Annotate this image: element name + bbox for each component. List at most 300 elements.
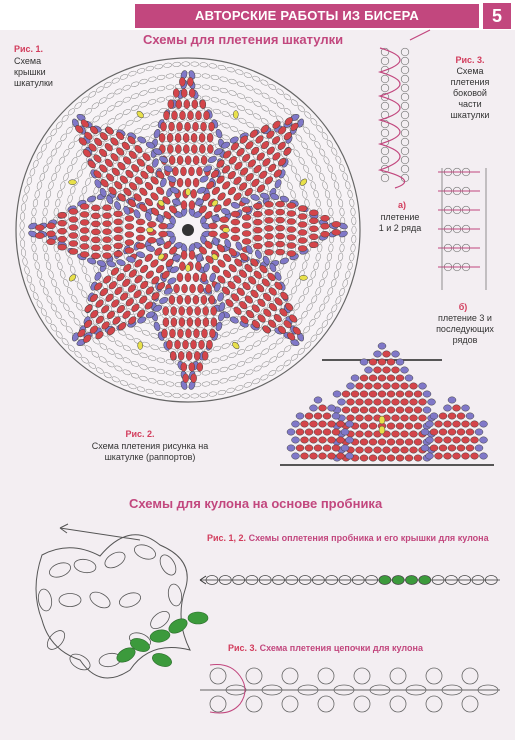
red-bead (378, 391, 386, 397)
violet-bead (423, 407, 431, 413)
red-bead (332, 221, 341, 227)
red-bead (114, 227, 123, 233)
red-bead (265, 241, 274, 247)
red-bead (80, 219, 89, 225)
red-bead (169, 295, 175, 304)
red-bead (167, 133, 173, 142)
red-bead (161, 329, 167, 338)
red-bead (169, 122, 175, 131)
red-bead (396, 375, 404, 381)
red-bead (35, 225, 44, 231)
weave-a-line: 1 и 2 ряда (378, 223, 422, 233)
red-bead (91, 205, 100, 211)
red-bead (356, 383, 364, 389)
violet-bead (421, 429, 429, 435)
red-bead (253, 211, 262, 217)
red-bead (203, 318, 209, 327)
red-bead (253, 235, 262, 241)
red-bead (195, 262, 201, 271)
red-bead (405, 407, 413, 413)
fig2-ref: Рис. 2. (125, 429, 155, 439)
fig2-line: шкатулке (раппортов) (104, 452, 196, 462)
red-bead (195, 318, 201, 327)
red-bead (198, 284, 204, 293)
red-bead (207, 133, 213, 142)
violet-bead (328, 405, 336, 411)
red-bead (365, 415, 373, 421)
red-bead (185, 273, 191, 282)
red-bead (360, 423, 368, 429)
chain-bead (246, 668, 262, 684)
probnik-bead (59, 594, 81, 607)
chain-bead (390, 696, 406, 712)
red-bead (125, 240, 134, 246)
red-bead (193, 178, 199, 187)
red-bead (328, 421, 336, 427)
red-bead (298, 237, 307, 243)
red-bead (201, 295, 207, 304)
red-bead (125, 248, 134, 254)
page-number: 5 (483, 3, 511, 29)
violet-bead (296, 413, 304, 419)
red-bead (298, 213, 307, 219)
red-bead (457, 413, 465, 419)
red-bead (91, 229, 100, 235)
red-bead (387, 455, 395, 461)
green-bead (149, 628, 171, 643)
red-bead (125, 232, 134, 238)
red-bead (177, 329, 183, 338)
violet-bead (374, 351, 382, 357)
red-bead (185, 122, 191, 131)
red-bead (177, 295, 183, 304)
red-bead (392, 383, 400, 389)
red-bead (387, 407, 395, 413)
probnik-bead (167, 583, 184, 607)
red-bead (342, 407, 350, 413)
violet-bead (332, 413, 340, 419)
green-bead (392, 576, 404, 585)
red-bead (199, 133, 205, 142)
red-bead (356, 431, 364, 437)
red-bead (91, 253, 100, 259)
red-bead (365, 383, 373, 389)
fig12-ref: Рис. 1, 2. (207, 533, 247, 543)
red-bead (186, 351, 192, 360)
red-bead (301, 437, 309, 443)
red-bead (179, 262, 185, 271)
red-bead (187, 318, 193, 327)
chain-bead (426, 668, 442, 684)
red-bead (203, 111, 209, 120)
red-bead (191, 145, 197, 154)
violet-bead (426, 453, 434, 459)
chain-bead (282, 668, 298, 684)
weave-a-line: плетение (380, 212, 420, 222)
red-bead (187, 77, 193, 86)
red-bead (175, 340, 181, 349)
red-bead (378, 375, 386, 381)
fig1-ref: Рис. 1. (14, 44, 44, 54)
red-bead (374, 399, 382, 405)
red-bead (321, 223, 330, 229)
violet-bead (287, 445, 295, 451)
side-weave-diagram (380, 30, 486, 290)
side-bead (381, 102, 389, 110)
header-title: АВТОРСКИЕ РАБОТЫ ИЗ БИСЕРА (135, 4, 479, 28)
red-bead (187, 111, 193, 120)
violet-bead (314, 397, 322, 403)
red-bead (170, 351, 176, 360)
violet-bead (466, 413, 474, 419)
red-bead (401, 383, 409, 389)
red-bead (457, 429, 465, 435)
red-bead (231, 211, 240, 217)
red-bead (171, 318, 177, 327)
red-bead (183, 145, 189, 154)
red-bead (298, 205, 307, 211)
violet-bead (480, 453, 488, 459)
violet-bead (347, 383, 355, 389)
violet-bead (396, 359, 404, 365)
section2-title: Схемы для кулона на основе пробника (129, 496, 383, 511)
red-bead (69, 233, 78, 239)
probnik-bead (87, 589, 113, 611)
red-bead (305, 413, 313, 419)
chain-bead (390, 668, 406, 684)
violet-bead (292, 421, 300, 427)
red-bead (444, 421, 452, 427)
chain-bead (282, 696, 298, 712)
red-bead (181, 201, 187, 210)
lid-diagram (16, 58, 360, 402)
violet-bead (346, 437, 354, 443)
red-bead (471, 421, 479, 427)
weave-b-line: рядов (452, 335, 478, 345)
red-bead (191, 374, 197, 383)
red-bead (351, 391, 359, 397)
green-bead (406, 576, 418, 585)
red-bead (310, 421, 318, 427)
red-bead (69, 241, 78, 247)
red-bead (453, 437, 461, 443)
violet-bead (419, 383, 427, 389)
red-bead (374, 367, 382, 373)
red-bead (392, 415, 400, 421)
red-bead (453, 421, 461, 427)
violet-bead (401, 367, 409, 373)
weave-b-line: последующих (436, 324, 494, 334)
red-bead (414, 423, 422, 429)
red-bead (319, 453, 327, 459)
red-bead (462, 421, 470, 427)
red-bead (183, 374, 189, 383)
red-bead (396, 455, 404, 461)
section1-title: Схемы для плетения шкатулки (143, 32, 344, 47)
red-bead (392, 447, 400, 453)
fig1-line: шкатулки (14, 78, 53, 88)
thread-path (380, 48, 405, 188)
red-bead (365, 447, 373, 453)
chain-bead (210, 696, 226, 712)
probnik-bead (44, 627, 68, 652)
side-bead (401, 120, 409, 128)
red-bead (188, 167, 194, 176)
red-bead (80, 203, 89, 209)
chain-bead (246, 696, 262, 712)
side-bead (401, 147, 409, 155)
red-bead (337, 421, 345, 427)
violet-bead (426, 437, 434, 443)
red-bead (444, 453, 452, 459)
yellow-bead (300, 275, 308, 280)
red-bead (287, 251, 296, 257)
fig12-text: Схемы оплетения пробника и его крышки для кулона (248, 533, 489, 543)
red-bead (387, 391, 395, 397)
red-bead (265, 233, 274, 239)
red-bead (405, 423, 413, 429)
fig3-line: плетения (450, 77, 490, 87)
red-bead (387, 423, 395, 429)
red-bead (187, 307, 193, 316)
red-bead (276, 225, 285, 231)
red-bead (193, 156, 199, 165)
red-bead (462, 453, 470, 459)
bead-bands-diagram (200, 576, 500, 714)
red-bead (193, 329, 199, 338)
red-bead (253, 219, 262, 225)
red-bead (396, 439, 404, 445)
yellow-bead (186, 189, 191, 196)
red-bead (191, 189, 197, 198)
red-bead (287, 203, 296, 209)
red-bead (185, 156, 191, 165)
chain-bead (210, 668, 226, 684)
thread-arrow (410, 30, 430, 40)
red-bead (206, 284, 212, 293)
red-bead (328, 453, 336, 459)
red-bead (337, 453, 345, 459)
red-bead (347, 415, 355, 421)
red-bead (387, 375, 395, 381)
red-bead (360, 455, 368, 461)
red-bead (332, 429, 340, 435)
red-bead (191, 133, 197, 142)
side-bead (401, 48, 409, 56)
red-bead (439, 445, 447, 451)
red-bead (80, 251, 89, 257)
chain-bead (318, 668, 334, 684)
red-bead (242, 230, 251, 236)
red-bead (103, 245, 112, 251)
red-bead (80, 235, 89, 241)
red-bead (207, 145, 213, 154)
yellow-bead (379, 426, 385, 434)
red-bead (365, 399, 373, 405)
red-bead (209, 223, 218, 229)
red-bead (383, 399, 391, 405)
red-bead (410, 431, 418, 437)
side-bead (401, 93, 409, 101)
red-bead (448, 413, 456, 419)
violet-bead (338, 399, 346, 405)
red-bead (169, 156, 175, 165)
red-bead (310, 437, 318, 443)
red-bead (410, 399, 418, 405)
red-bead (253, 203, 262, 209)
red-bead (414, 439, 422, 445)
red-bead (309, 218, 318, 224)
red-bead (91, 221, 100, 227)
chain-bead (426, 696, 442, 712)
chain-bead (354, 696, 370, 712)
green-bead (188, 612, 208, 624)
red-bead (211, 318, 217, 327)
fig3-line: боковой (453, 88, 487, 98)
fig3-line: Схема (456, 66, 484, 76)
red-bead (457, 445, 465, 451)
red-bead (47, 239, 56, 245)
red-bead (103, 221, 112, 227)
red-bead (231, 235, 240, 241)
side-bead (401, 66, 409, 74)
red-bead (265, 249, 274, 255)
violet-bead (346, 421, 354, 427)
red-bead (453, 405, 461, 411)
red-bead (305, 429, 313, 435)
red-bead (209, 295, 215, 304)
red-bead (167, 340, 173, 349)
red-bead (182, 284, 188, 293)
red-bead (360, 407, 368, 413)
probnik-bead (67, 651, 93, 673)
red-bead (195, 111, 201, 120)
red-bead (209, 231, 218, 237)
red-bead (387, 439, 395, 445)
red-bead (276, 217, 285, 223)
red-bead (356, 399, 364, 405)
red-bead (193, 273, 199, 282)
red-bead (439, 413, 447, 419)
red-bead (58, 244, 67, 250)
violet-bead (292, 453, 300, 459)
red-bead (171, 307, 177, 316)
red-bead (319, 405, 327, 411)
red-bead (211, 307, 217, 316)
red-bead (309, 226, 318, 232)
rapport-diagram (280, 343, 494, 465)
red-bead (356, 447, 364, 453)
fig3-line: части (458, 99, 482, 109)
violet-bead (462, 405, 470, 411)
red-bead (453, 453, 461, 459)
side-bead (401, 75, 409, 83)
red-bead (181, 89, 187, 98)
lid-center (182, 224, 194, 236)
red-bead (69, 225, 78, 231)
red-bead (369, 455, 377, 461)
violet-bead (405, 375, 413, 381)
red-bead (296, 445, 304, 451)
violet-bead (426, 421, 434, 427)
red-bead (183, 133, 189, 142)
red-bead (181, 363, 187, 372)
red-bead (199, 145, 205, 154)
green-bead (379, 576, 391, 585)
probnik-diagram (36, 524, 208, 678)
red-bead (202, 351, 208, 360)
red-bead (177, 178, 183, 187)
probnik-bead (157, 552, 179, 578)
probnik-bead (117, 590, 142, 610)
red-bead (401, 447, 409, 453)
red-bead (430, 445, 438, 451)
red-bead (405, 455, 413, 461)
red-bead (159, 133, 165, 142)
red-bead (169, 329, 175, 338)
red-bead (201, 156, 207, 165)
violet-bead (346, 453, 354, 459)
red-bead (430, 429, 438, 435)
red-bead (177, 156, 183, 165)
red-bead (323, 445, 331, 451)
red-bead (392, 431, 400, 437)
red-bead (287, 243, 296, 249)
red-bead (174, 284, 180, 293)
red-bead (163, 111, 169, 120)
probnik-bead (102, 549, 128, 571)
red-bead (287, 235, 296, 241)
red-bead (435, 421, 443, 427)
violet-bead (310, 405, 318, 411)
red-bead (401, 399, 409, 405)
red-bead (199, 340, 205, 349)
weave-a-letter: а) (397, 200, 406, 210)
red-bead (175, 145, 181, 154)
violet-bead (475, 445, 483, 451)
red-bead (201, 273, 207, 282)
thread-path (210, 664, 245, 713)
yellow-bead (233, 111, 238, 119)
red-bead (414, 391, 422, 397)
red-bead (179, 318, 185, 327)
violet-bead (365, 367, 373, 373)
fig3-line: шкатулки (450, 110, 490, 120)
red-bead (203, 307, 209, 316)
red-bead (369, 359, 377, 365)
red-bead (383, 447, 391, 453)
red-bead (396, 391, 404, 397)
red-bead (305, 445, 313, 451)
red-bead (147, 221, 156, 227)
red-bead (147, 237, 156, 243)
red-bead (167, 145, 173, 154)
red-bead (360, 375, 368, 381)
red-bead (179, 307, 185, 316)
red-bead (383, 351, 391, 357)
side-bead (401, 102, 409, 110)
red-bead (276, 209, 285, 215)
red-bead (369, 439, 377, 445)
probnik-bead (73, 558, 97, 575)
red-bead (387, 359, 395, 365)
red-bead (265, 217, 274, 223)
side-bead (401, 138, 409, 146)
chain-bead (318, 696, 334, 712)
red-bead (189, 201, 195, 210)
red-bead (136, 219, 145, 225)
red-bead (103, 205, 112, 211)
